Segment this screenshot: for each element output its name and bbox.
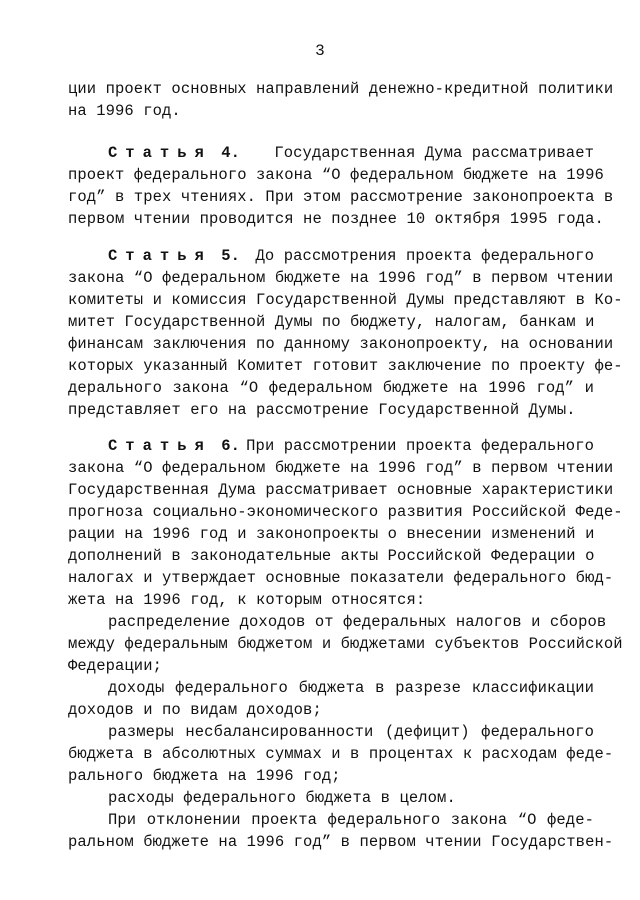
text-line: митет Государственной Думы по бюджету, налогам, банкам и (68, 313, 595, 331)
list-item: распределение доходов от федеральных налогов и сборов (108, 613, 607, 631)
text-line: финансам заключения по данному законопроекту, на основании (68, 335, 614, 353)
text-line: между федеральным бюджетом и бюджетами субъектов Российской (68, 635, 623, 653)
text-line: первом чтении проводится не позднее 10 октября 1995 года. (68, 210, 604, 228)
text-line: которых указанный Комитет готовит заключение по проекту фе- (68, 357, 623, 375)
text-line: Государственная Дума рассматривает (274, 144, 594, 162)
article-label: Статья (108, 247, 212, 265)
article-6-heading (108, 435, 594, 457)
article-number: 4. (221, 144, 241, 162)
text-line: бюджета в абсолютных суммах и в процентах к расходам феде- (68, 745, 614, 763)
article-4-heading (108, 142, 594, 164)
text-line: Федерации; (68, 657, 163, 675)
text-line: проект федерального закона “О федеральном бюджете на 1996 (68, 166, 604, 184)
paragraph-start: При отклонении проекта федерального закона “О феде- (108, 811, 594, 829)
list-item: доходы федерального бюджета в разрезе классификации (108, 679, 594, 697)
text-line: закона “О федеральном бюджете на 1996 год” в первом чтении (68, 269, 614, 287)
article-number: 6. (221, 437, 241, 455)
text-line: Государственная Дума рассматривает основные характеристики (68, 481, 614, 499)
list-item: расходы федерального бюджета в целом. (108, 789, 456, 807)
text-line: дерального закона “О федеральном бюджете на 1996 год” и (68, 379, 594, 397)
page-number: 3 (315, 42, 325, 60)
text-line: представляет его на рассмотрение Государственной Думы. (68, 401, 576, 419)
text-line: прогноза социально-экономического развития Российской Феде- (68, 503, 623, 521)
text-line: рации на 1996 год и законопроекты о внесении изменений и (68, 525, 595, 543)
text-line: дополнений в законодательные акты Российской Федерации о (68, 547, 595, 565)
text-line: рального бюджета на 1996 год; (68, 767, 341, 785)
text-line: комитеты и комиссия Государственной Думы представляют в Ко- (68, 291, 623, 309)
text-line: До рассмотрения проекта федерального (255, 247, 594, 265)
article-label: Статья (108, 144, 212, 162)
text-line: ральном бюджете на 1996 год” в первом чтении Государствен- (68, 833, 614, 851)
article-5-heading (108, 245, 594, 267)
text-line: жета на 1996 год, к которым относятся: (68, 591, 426, 609)
text-line: на 1996 год. (68, 102, 181, 120)
text-line: ции проект основных направлений денежно-кредитной политики (68, 80, 614, 98)
article-number: 5. (221, 247, 241, 265)
text-line: доходов и по видам доходов; (68, 701, 322, 719)
text-line: При рассмотрении проекта федерального (246, 437, 594, 455)
text-line: налогах и утверждает основные показатели федерального бюд- (68, 569, 614, 587)
article-label: Статья (108, 437, 212, 455)
list-item: размеры несбалансированности (дефицит) федерального (108, 723, 594, 741)
text-line: закона “О федеральном бюджете на 1996 год” в первом чтении (68, 459, 614, 477)
text-line: год” в трех чтениях. При этом рассмотрение законопроекта в (68, 188, 614, 206)
